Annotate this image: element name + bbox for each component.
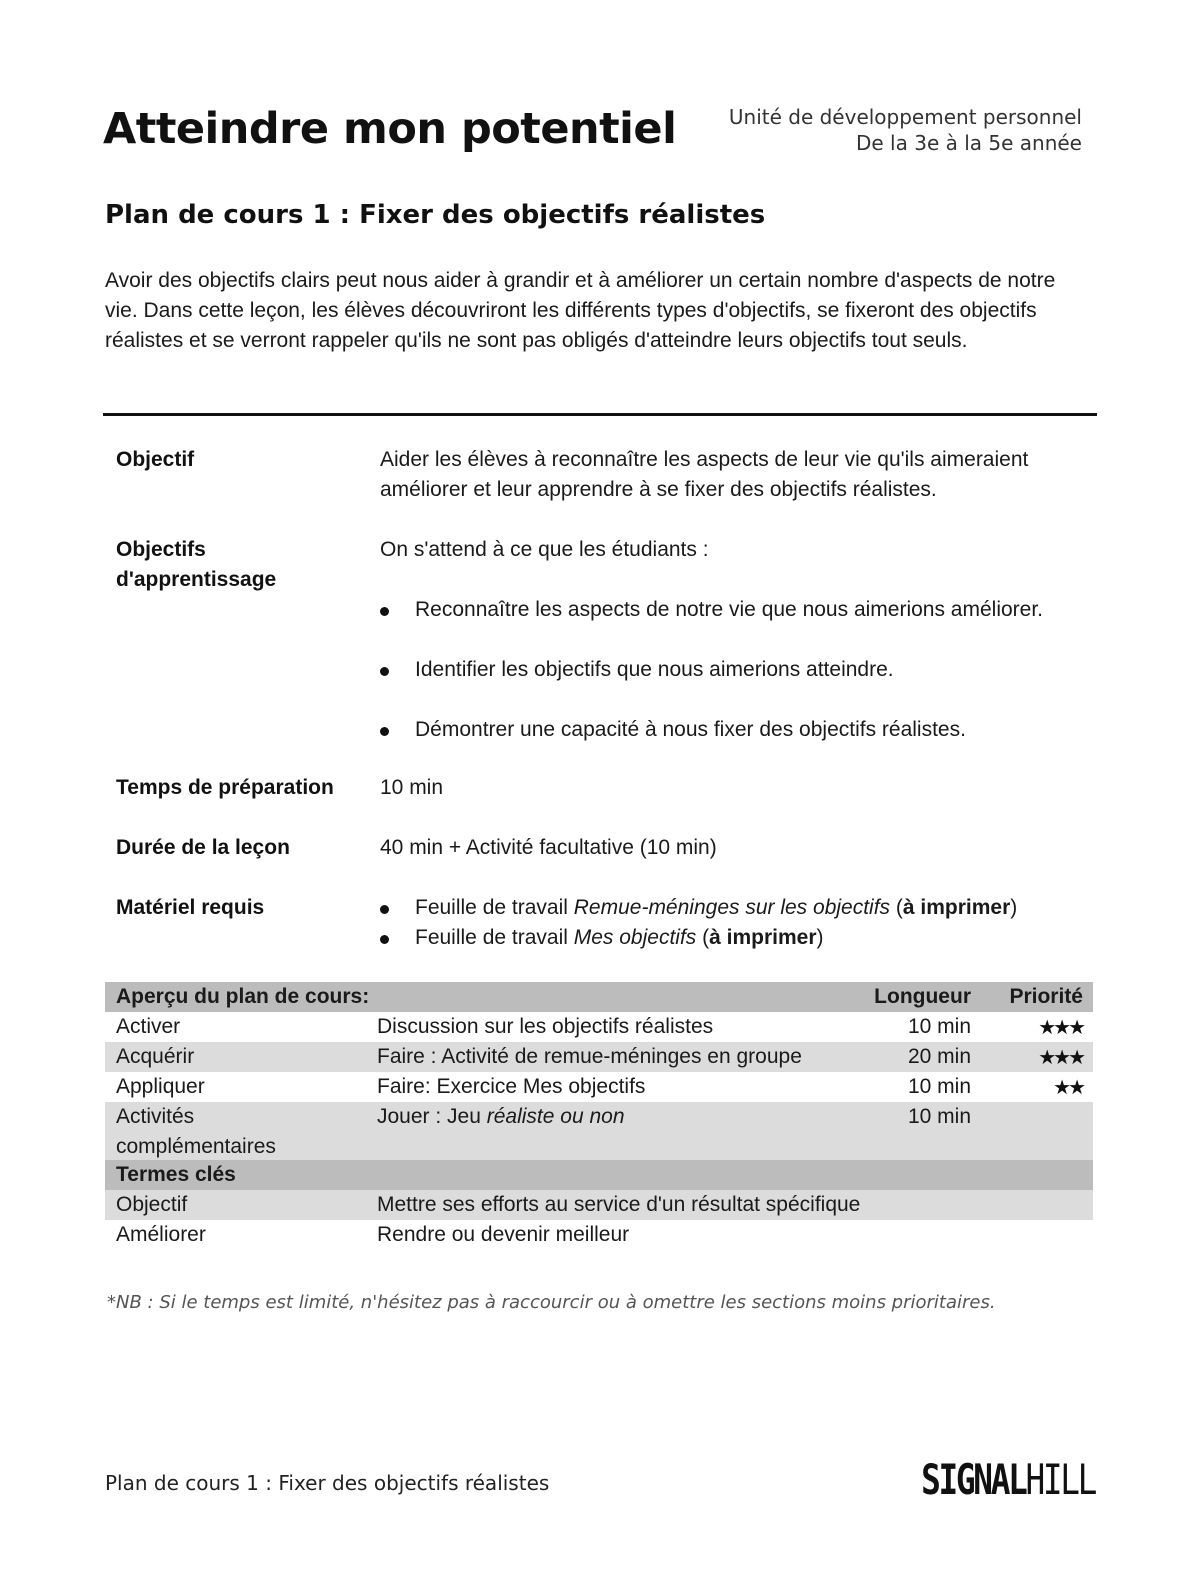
signal-hill-logo: SIGNAL HILL xyxy=(921,1455,1095,1504)
bullet-icon xyxy=(380,607,389,616)
table-row xyxy=(105,1042,1093,1072)
priority-note: *NB : Si le temps est limité, n'hésitez pas à raccourcir ou à omettre les sections moins prioritaires. xyxy=(107,1292,996,1313)
length-cell: 20 min xyxy=(907,1045,971,1068)
length-cell: 10 min xyxy=(907,1075,971,1098)
priority-stars-icon: ★★ xyxy=(1053,1075,1083,1099)
unit-info xyxy=(729,104,1082,156)
learning-objectives-value xyxy=(380,535,1100,741)
phase-cell: Appliquer xyxy=(116,1075,205,1098)
terms-header-row xyxy=(105,1160,1093,1190)
term-cell: Améliorer xyxy=(116,1223,206,1246)
materials-label: Matériel requis xyxy=(116,896,265,919)
list-item-text: Identifier les objectifs que nous aimerions atteindre. xyxy=(415,658,894,681)
activity-cell: Faire: Exercice Mes objectifs xyxy=(377,1075,646,1098)
list-item-text: Démontrer une capacité à nous fixer des objectifs réalistes. xyxy=(415,718,966,741)
prep-time-label: Temps de préparation xyxy=(116,776,334,799)
bullet-icon xyxy=(380,905,389,914)
learning-label-line1: Objectifs xyxy=(116,538,206,561)
term-cell: Objectif xyxy=(116,1193,188,1216)
footer-lesson-title: Plan de cours 1 : Fixer des objectifs réalistes xyxy=(105,1471,550,1495)
column-header-length: Longueur xyxy=(874,985,971,1008)
page-title: Atteindre mon potentiel xyxy=(103,104,677,154)
learning-objectives-label xyxy=(116,535,366,595)
definition-cell: Mettre ses efforts au service d'un résultat spécifique xyxy=(377,1193,861,1216)
phase-cell: Acquérir xyxy=(116,1045,195,1068)
column-header-priority: Priorité xyxy=(1009,985,1083,1008)
unit-name: Unité de développement personnel xyxy=(728,105,1082,129)
table-row xyxy=(105,1102,1093,1160)
section-divider xyxy=(103,413,1097,416)
phase-cell: Activités complémentaires xyxy=(116,1105,276,1158)
priority-stars-icon: ★★★ xyxy=(1038,1015,1083,1039)
overview-header: Aperçu du plan de cours: xyxy=(116,985,370,1008)
activity-cell: Discussion sur les objectifs réalistes xyxy=(377,1015,714,1038)
table-row xyxy=(105,1012,1093,1042)
activity-cell: Faire : Activité de remue-méninges en groupe xyxy=(377,1045,802,1068)
duration-label: Durée de la leçon xyxy=(116,836,290,859)
material-item: Feuille de travail Mes objectifs (à imprimer) xyxy=(415,926,824,949)
learning-label-line2: d'apprentissage xyxy=(116,568,277,591)
bullet-icon xyxy=(380,935,389,944)
phase-cell: Activer xyxy=(116,1015,181,1038)
length-cell: 10 min xyxy=(907,1015,971,1038)
list-item-text: Reconnaître les aspects de notre vie que nous aimerions améliorer. xyxy=(415,598,1044,621)
prep-time-value: 10 min xyxy=(380,776,444,799)
lesson-intro: Avoir des objectifs clairs peut nous aider à grandir et à améliorer un certain nombre d'aspects de notre vie. Dans cette leçon, les élèves découvriront les différents types d'objectifs, se fixeront des objectifs réalistes et se verront rappeler qu'ils ne sont pas obligés d'atteindre leurs objectifs tout seuls. xyxy=(105,269,1056,352)
table-row xyxy=(105,1220,1093,1250)
activity-cell: Jouer : Jeu réaliste ou non xyxy=(377,1105,625,1128)
table-row xyxy=(105,1190,1093,1220)
length-cell: 10 min xyxy=(907,1105,971,1128)
material-item: Feuille de travail Remue-méninges sur les objectifs (à imprimer) xyxy=(415,896,1018,919)
priority-stars-icon: ★★★ xyxy=(1038,1045,1083,1069)
definition-cell: Rendre ou devenir meilleur xyxy=(377,1223,630,1246)
key-terms-header: Termes clés xyxy=(116,1163,236,1186)
learning-intro: On s'attend à ce que les étudiants : xyxy=(380,538,709,561)
duration-value: 40 min + Activité facultative (10 min) xyxy=(380,836,717,859)
table-header-row xyxy=(105,982,1093,1012)
objective-label: Objectif xyxy=(116,448,195,471)
objective-value: Aider les élèves à reconnaître les aspects de leur vie qu'ils aimeraient améliorer et leur apprendre à se fixer des objectifs réalistes. xyxy=(380,448,1029,501)
bullet-icon xyxy=(380,727,389,736)
grade-range: De la 3e à la 5e année xyxy=(855,131,1082,155)
lesson-title: Plan de cours 1 : Fixer des objectifs réalistes xyxy=(105,200,766,230)
bullet-icon xyxy=(380,667,389,676)
table-row xyxy=(105,1072,1093,1102)
